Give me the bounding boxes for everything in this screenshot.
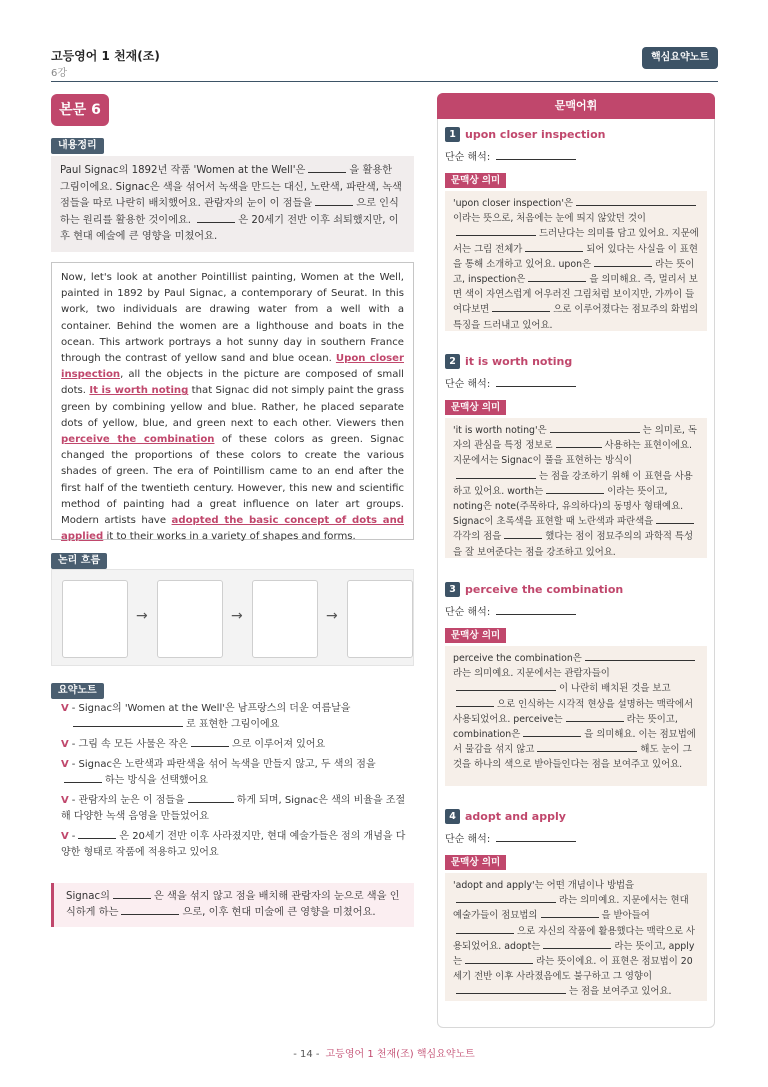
final-text: 으로, 이후 현대 미술에 큰 영향을 미쳤어요.: [182, 907, 376, 918]
page-footer: [0, 1045, 768, 1060]
note-item: [51, 829, 414, 861]
arrow-right-icon: →: [136, 608, 148, 624]
footer-title: 고등영어 1 천재(조) 핵심요약노트: [325, 1049, 475, 1060]
context-text: 이 나란히 배치된 것을 보고: [559, 683, 671, 695]
answer-blank[interactable]: [556, 447, 602, 448]
flow-card[interactable]: [252, 580, 318, 658]
answer-blank[interactable]: [308, 172, 346, 173]
answer-blank[interactable]: [465, 963, 533, 964]
summary-notes: [51, 701, 414, 865]
note-item: [51, 793, 414, 825]
context-box: [445, 191, 707, 331]
answer-blank[interactable]: [121, 914, 179, 915]
final-summary-box: [51, 883, 414, 927]
context-text: 라는 뜻이고, combination은: [453, 713, 678, 741]
answer-blank[interactable]: [496, 841, 576, 842]
summary-text: 으로 인식하는 원리를 활용한 것이에요.: [60, 198, 399, 226]
context-text: 이라는 뜻이고, noting은 note(주목하다, 유의하다)의 동명사 형태예요. Signac이 초록색을 표현할 때 노란색과 파란색을: [453, 485, 684, 528]
vocab-term: it is worth noting: [465, 355, 573, 368]
note-text: - Signac은 노란색과 파란색을 섞어 녹색을 만들지 않고, 두 색의 점을: [71, 759, 376, 770]
context-text: 'it is worth noting'은: [453, 425, 547, 436]
simple-label: 단순 해석:: [445, 834, 491, 845]
context-text: 으로 자신의 작품에 활용했다는 맥락으로 사용되었어요. adopt는: [453, 925, 695, 952]
highlight-adopted-and-applied: adopted the basic concept of dots and applied: [61, 515, 404, 543]
check-mark-icon: V: [61, 739, 69, 750]
context-text: 각각의 점을: [453, 531, 502, 543]
context-text: 는 점을 강조하기 위해 이 표현을 사용하고 있어요. worth는: [453, 470, 693, 497]
answer-blank[interactable]: [188, 802, 234, 803]
answer-blank[interactable]: [546, 493, 604, 494]
flow-card[interactable]: [62, 580, 128, 658]
context-text: 'adopt and apply'는 어떤 개념이나 방법을: [453, 880, 635, 891]
flow-label: 논리 흐름: [51, 553, 107, 569]
context-text: perceive the combination은: [453, 653, 582, 664]
answer-blank[interactable]: [528, 281, 586, 282]
answer-blank[interactable]: [525, 251, 583, 252]
header-divider: [51, 81, 718, 82]
answer-blank[interactable]: [537, 751, 637, 752]
context-text: 해도 눈이 그것을 하나의 색으로 받아들인다는 점을 보여주고 있어요.: [453, 744, 692, 771]
vocab-term: upon closer inspection: [465, 128, 606, 141]
note-item: [51, 701, 414, 733]
answer-blank[interactable]: [504, 538, 542, 539]
final-text: Signac의: [66, 891, 110, 902]
context-meaning-label: 문맥상 의미: [445, 173, 506, 188]
answer-blank[interactable]: [496, 159, 576, 160]
answer-blank[interactable]: [566, 721, 624, 722]
vocab-number-badge: 1: [445, 127, 460, 142]
answer-blank[interactable]: [456, 235, 536, 236]
answer-blank[interactable]: [315, 205, 353, 206]
context-meaning-label: 문맥상 의미: [445, 628, 506, 643]
note-text: 은 20세기 전반 이후 사라졌지만, 현대 예술가들은 점의 개념을 다양한 형태로 작품에 적용하고 있어요: [61, 831, 406, 858]
note-type-badge: 핵심요약노트: [642, 47, 718, 69]
vocab-number-badge: 3: [445, 582, 460, 597]
passage-text: it to their works in a variety of shapes and forms.: [103, 531, 356, 543]
answer-blank[interactable]: [492, 311, 550, 312]
section-tag: 본문 6: [51, 94, 109, 126]
check-mark-icon: V: [61, 759, 69, 770]
context-text: 'upon closer inspection'은: [453, 198, 574, 209]
flow-card[interactable]: [347, 580, 413, 658]
summary-text: Paul Signac의 1892년 작품 'Women at the Well'은: [60, 165, 306, 176]
arrow-right-icon: →: [231, 608, 243, 624]
answer-blank[interactable]: [541, 917, 599, 918]
answer-blank[interactable]: [64, 782, 102, 783]
summary-text: 은 20세기 전반 이후 쇠퇴했지만, 이후 현대 예술에 큰 영향을 미쳤어요.: [60, 214, 399, 242]
context-text: 라는 의미예요. 지문에서는 관람자들이: [453, 668, 610, 680]
summary-label: 내용정리: [51, 138, 104, 154]
note-text: - Signac의 'Women at the Well'은 남프랑스의 더운 여름날을: [71, 703, 351, 714]
answer-blank[interactable]: [576, 205, 696, 206]
notes-label: 요약노트: [51, 683, 104, 699]
simple-label: 단순 해석:: [445, 152, 491, 163]
note-text: - 관람자의 눈은 이 점들을: [71, 795, 185, 806]
flow-card[interactable]: [157, 580, 223, 658]
page-number: - 14 -: [293, 1049, 320, 1060]
context-text: 는 점을 보여주고 있어요.: [569, 986, 672, 998]
simple-label: 단순 해석:: [445, 607, 491, 618]
context-text: 라는 뜻이고, inspection은: [453, 258, 695, 286]
passage-text: that Signac did not simply paint the grass green by combining yellow and blue. Rather, he placed separate dots of yellow, blue, and green next to each other. Viewers then: [61, 385, 405, 429]
answer-blank[interactable]: [197, 222, 235, 223]
answer-blank[interactable]: [496, 614, 576, 615]
answer-blank[interactable]: [496, 386, 576, 387]
note-item: [51, 737, 414, 753]
note-text: 하는 방식을 선택했어요: [105, 775, 208, 786]
lesson-number: 6강: [51, 68, 68, 79]
vocab-number-badge: 2: [445, 354, 460, 369]
answer-blank[interactable]: [191, 746, 229, 747]
logic-flow-box: [51, 569, 414, 666]
simple-translation: [445, 375, 579, 390]
context-text: 을 받아들여: [601, 910, 650, 922]
document-title: 고등영어 1 천재(조): [51, 49, 160, 63]
summary-text: 을 활용한 그림이에요. Signac은 색을 섞어서 녹색을 만드는 대신, 노란색, 파란색, 녹색 점들을 따로 나란히 배치했어요. 관람자의 눈이 이 점들을: [60, 165, 402, 209]
note-text: - 그림 속 모든 사물은 작은: [71, 739, 188, 750]
context-text: 으로 인식하는 시각적 현상을 설명하는 맥락에서 사용되었어요. perceive는: [453, 698, 694, 725]
context-text: 이라는 뜻으로, 처음에는 눈에 띄지 않았던 것이: [453, 213, 646, 225]
simple-translation: [445, 603, 579, 618]
note-text: 로 표현한 그림이에요: [186, 719, 280, 730]
check-mark-icon: V: [61, 795, 69, 806]
passage-text: Now, let's look at another Pointillist painting, Women at the Well, painted in 1892 by Paul Signac, a contemporary of Seurat. In this work, two individuals are drawing water from a well with a container. Behind the women are a lighthouse and boats in the ocean. This artwork portrays a hot sunny day in southern France through the contrast of yellow sand and blue ocean.: [61, 272, 404, 365]
note-text: 하게 되며, Signac은 색의 비율을 조절해 다양한 녹색 음영을 만들었어요: [61, 795, 406, 822]
vocab-number-badge: 4: [445, 809, 460, 824]
answer-blank[interactable]: [543, 948, 611, 949]
answer-blank[interactable]: [456, 993, 566, 994]
context-text: 드러난다는 의미를 담고 있어요. 지문에서는 그림 전체가: [453, 228, 699, 255]
context-meaning-label: 문맥상 의미: [445, 400, 506, 415]
context-text: 했다는 점이 점묘주의의 과학적 특성을 잘 보여준다는 점을 강조하고 있어요.: [453, 531, 694, 558]
answer-blank[interactable]: [78, 838, 116, 839]
vocab-term: adopt and apply: [465, 810, 566, 823]
note-text: -: [71, 831, 76, 842]
arrow-right-icon: →: [326, 608, 338, 624]
answer-blank[interactable]: [456, 706, 494, 707]
summary-box: [51, 156, 414, 252]
answer-blank[interactable]: [456, 902, 556, 903]
simple-translation: [445, 830, 579, 845]
answer-blank[interactable]: [456, 478, 536, 479]
answer-blank[interactable]: [113, 898, 151, 899]
context-text: 을 의미해요. 이는 점묘법에서 물감을 섞지 않고: [453, 729, 696, 756]
context-box: [445, 873, 707, 1001]
simple-label: 단순 해석:: [445, 379, 491, 390]
context-text: 는 의미로, 독자의 관심을 특정 정보로: [453, 425, 697, 452]
final-text: 은 색을 섞지 않고 점을 배치해 관람자의 눈으로 색을 인식하게 하는: [66, 891, 400, 918]
english-passage: [51, 262, 414, 543]
answer-blank[interactable]: [656, 523, 694, 524]
context-box: [445, 646, 707, 786]
simple-translation: [445, 148, 579, 163]
highlight-upon-closer-inspection: Upon closer inspection: [61, 353, 404, 381]
check-mark-icon: V: [61, 703, 69, 714]
passage-text: of these colors as green. Signac changed the proportions of these colors to create the various shades of green. The era of Pointillism came to an end after the first half of the twentieth century. However, this new and scientific method of painting had a great influence on later art groups. Modern artists have: [61, 434, 405, 527]
passage-text: , all the objects in the picture are composed of small dots.: [61, 369, 404, 397]
answer-blank[interactable]: [523, 736, 581, 737]
check-mark-icon: V: [61, 831, 69, 842]
context-box: [445, 418, 707, 558]
context-text: 되어 있다는 사실을 이 표현을 통해 소개하고 있어요. upon은: [453, 243, 698, 270]
note-text: 으로 이루어져 있어요: [231, 739, 326, 750]
context-text: 라는 뜻이고, apply는: [453, 940, 695, 968]
answer-blank[interactable]: [594, 266, 652, 267]
answer-blank[interactable]: [73, 726, 183, 727]
answer-blank[interactable]: [456, 933, 514, 934]
context-text: 라는 뜻이에요. 이 표현은 점묘법이 20세기 전반 이후 사라졌음에도 불구하고 그 영향이: [453, 956, 693, 983]
context-text: 라는 의미예요. 지문에서는 현대 예술가들이 점묘법의: [453, 895, 689, 922]
context-text: 을 의미해요. 즉, 멀리서 보면 색이 자연스럽게 어우러진 그림처럼 보이지만, 가까이 들여다보면: [453, 274, 698, 316]
vocab-term: perceive the combination: [465, 583, 624, 596]
answer-blank[interactable]: [585, 660, 695, 661]
highlight-it-is-worth-noting: It is worth noting: [89, 385, 189, 397]
context-text: 사용하는 표현이에요. 지문에서는 Signac이 풀을 표현하는 방식이: [453, 440, 692, 467]
context-text: 으로 이루어졌다는 점묘주의 화법의 특징을 드러내고 있어요.: [453, 304, 699, 331]
highlight-perceive-the-combination: perceive the combination: [61, 434, 215, 446]
answer-blank[interactable]: [456, 690, 556, 691]
context-meaning-label: 문맥상 의미: [445, 855, 506, 870]
vocab-panel-header: 문맥어휘: [437, 93, 715, 119]
answer-blank[interactable]: [550, 432, 640, 433]
note-item: [51, 757, 414, 789]
